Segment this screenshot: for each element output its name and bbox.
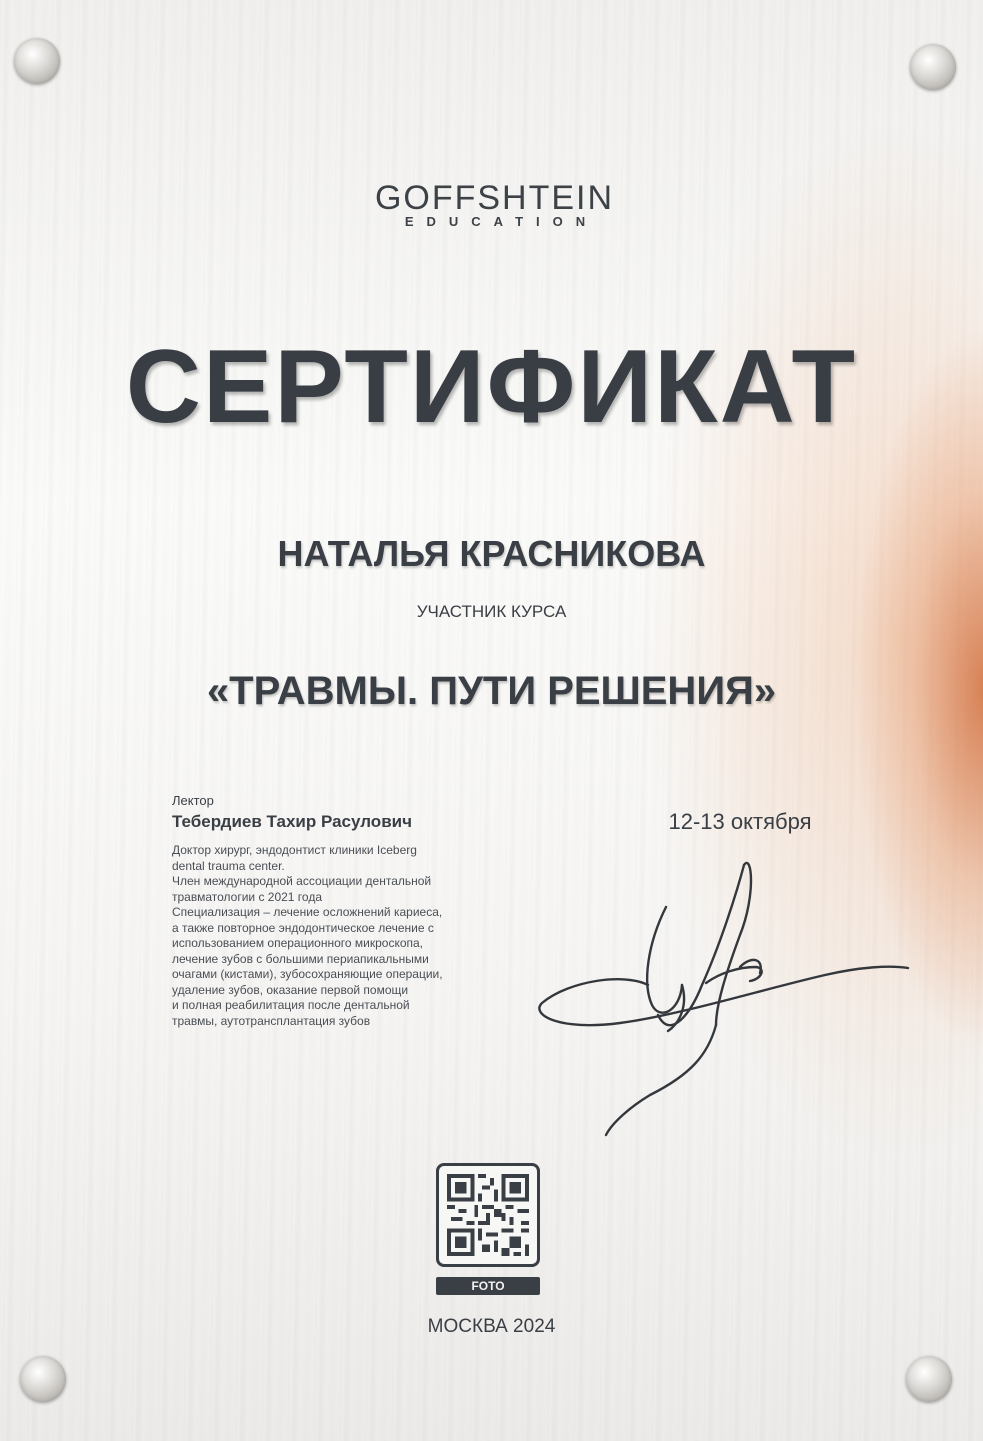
lecturer-bio-line: Член международной ассоциации дентальной xyxy=(172,874,432,888)
lecturer-bio-line: очагами (кистами), зубосохраняющие операции, xyxy=(172,967,443,981)
screw-top-left xyxy=(14,38,60,84)
lecturer-bio-line: использованием операционного микроскопа, xyxy=(172,936,424,950)
qr-code[interactable] xyxy=(436,1163,540,1267)
lecturer-bio xyxy=(172,843,502,1029)
lecturer-bio-line: лечение зубов с большими периапикальными xyxy=(172,951,429,966)
lecturer-bio-line: Доктор хирург, эндодонтист клиники Iceberg xyxy=(172,843,417,857)
lecturer-bio-line: травмы, аутотрансплантация зубов xyxy=(172,1013,371,1028)
lecturer-bio-line: Специализация – лечение осложнений кариеса, xyxy=(172,905,443,919)
certificate-title: СЕРТИФИКАТ xyxy=(125,329,858,445)
recipient-role: УЧАСТНИК КУРСА xyxy=(416,602,567,621)
recipient-name: НАТАЛЬЯ КРАСНИКОВА xyxy=(277,533,706,574)
logo-main-text: GOFFSHTEIN xyxy=(374,179,615,217)
lecturer-bio-line: dental trauma center. xyxy=(172,858,285,873)
city-year: МОСКВА 2024 xyxy=(427,1316,556,1337)
lecturer-block xyxy=(172,792,502,1029)
qr-code-icon xyxy=(447,1174,529,1256)
course-dates: 12-13 октября xyxy=(668,809,812,834)
lecturer-bio-line: и полная реабилитация после дентальной xyxy=(172,998,410,1012)
screw-bottom-right xyxy=(906,1356,952,1402)
logo-sub-text: EDUCATION xyxy=(404,214,599,229)
lecturer-bio-line: травматологии с 2021 года xyxy=(172,889,323,904)
screw-top-right xyxy=(910,44,956,90)
qr-label: FOTO xyxy=(436,1277,540,1295)
lecturer-bio-line: а также повторное эндодонтическое лечение с xyxy=(172,920,434,935)
handwritten-signature xyxy=(530,855,920,1145)
lecturer-label: Лектор xyxy=(172,793,214,808)
lecturer-name: Тебердиев Тахир Расулович xyxy=(172,812,412,831)
course-title: «ТРАВМЫ. ПУТИ РЕШЕНИЯ» xyxy=(206,669,777,713)
lecturer-bio-line: удаление зубов, оказание первой помощи xyxy=(172,982,409,997)
qr-block xyxy=(436,1163,540,1295)
brand-logo xyxy=(0,178,983,230)
screw-bottom-left xyxy=(20,1356,66,1402)
